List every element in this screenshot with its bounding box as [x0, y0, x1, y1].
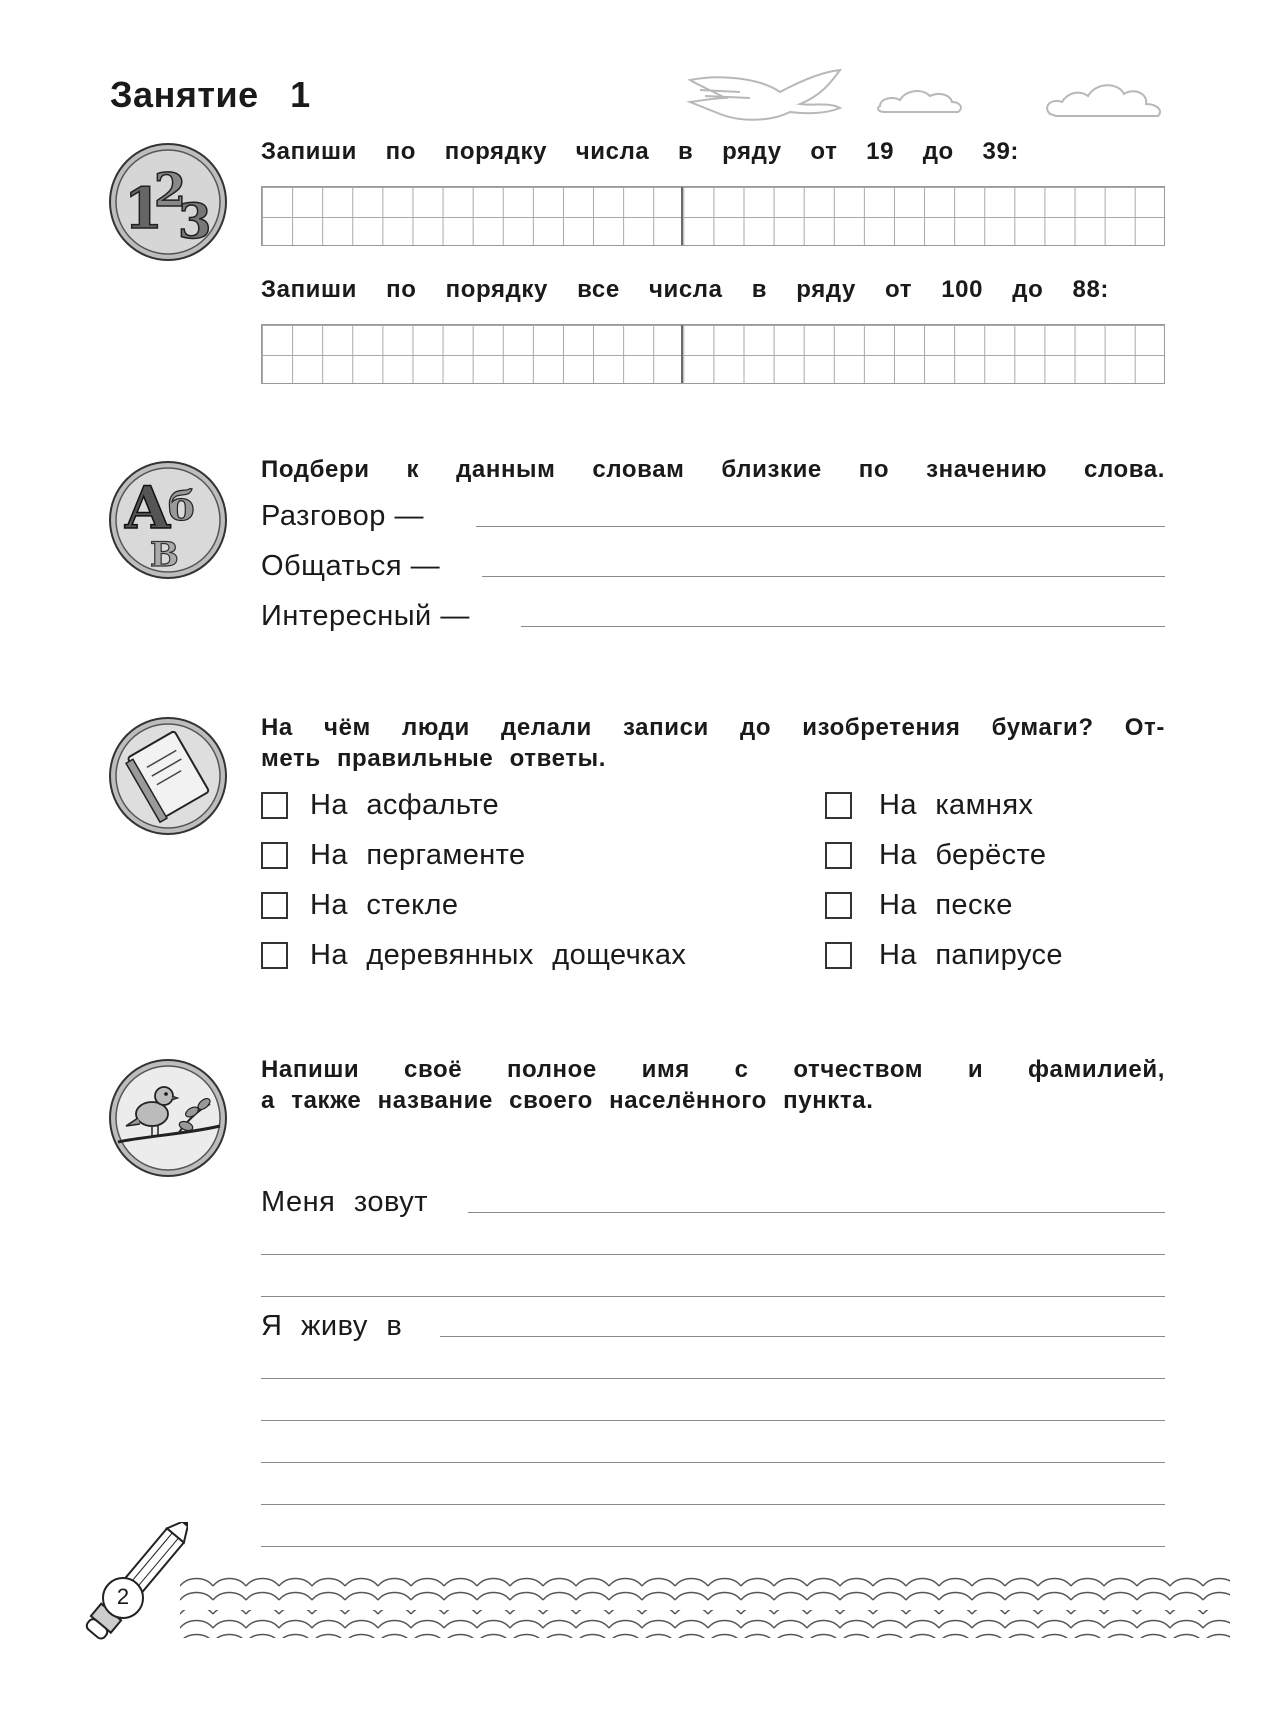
page-number: 2 — [116, 1584, 130, 1609]
numbers-123-icon — [106, 140, 230, 264]
name-label: Меня зовут — [261, 1186, 429, 1218]
task3-prompt-line1: На чём люди делали записи до изобретения бумаги? От- — [261, 714, 1165, 741]
option-asfalt: На асфальте — [310, 789, 499, 821]
name-line[interactable] — [468, 1212, 1165, 1213]
place-line-2[interactable] — [261, 1378, 1165, 1379]
answer-line-razgovor[interactable] — [476, 526, 1165, 527]
svg-text:3: 3 — [178, 194, 212, 250]
option-kamni: На камнях — [879, 789, 1034, 821]
book-icon — [106, 714, 230, 838]
name-line-3[interactable] — [261, 1296, 1165, 1297]
bird-on-branch-icon — [106, 1056, 230, 1180]
letters-abv-icon — [106, 458, 230, 582]
svg-text:А: А — [124, 474, 172, 542]
option-pergament: На пергаменте — [310, 839, 526, 871]
task4-prompt-line1: Напиши своё полное имя с отчеством и фамилией, — [261, 1056, 1165, 1083]
option-papirus: На папирусе — [879, 939, 1063, 971]
svg-text:1: 1 — [124, 176, 163, 242]
answer-line-interesny[interactable] — [521, 626, 1165, 627]
option-pesok: На песке — [879, 889, 1013, 921]
number-grid-b[interactable] — [261, 324, 1165, 384]
option-beresta: На берёсте — [879, 839, 1047, 871]
task3-prompt-line2: меть правильные ответы. — [261, 745, 606, 772]
word-razgovor: Разговор — — [261, 500, 424, 532]
task1-prompt-b: Запиши по порядку все числа в ряду от 100 до 88: — [261, 276, 1109, 303]
checkbox-steklo[interactable] — [261, 892, 288, 919]
decorative-dove-and-clouds — [680, 62, 1200, 132]
lesson-title: Занятие 1 — [110, 74, 311, 115]
place-line-5[interactable] — [261, 1504, 1165, 1505]
word-obshchatsya: Общаться — — [261, 550, 441, 582]
checkbox-asfalt[interactable] — [261, 792, 288, 819]
place-line[interactable] — [440, 1336, 1165, 1337]
checkbox-pergament[interactable] — [261, 842, 288, 869]
option-doshchechki: На деревянных дощечках — [310, 939, 687, 971]
number-grid-a[interactable] — [261, 186, 1165, 246]
decorative-wavy-lines — [180, 1574, 1230, 1654]
place-line-6[interactable] — [261, 1546, 1165, 1547]
place-label: Я живу в — [261, 1310, 403, 1342]
svg-text:2: 2 — [154, 163, 187, 217]
task4-prompt-line2: а также название своего населённого пункта. — [261, 1087, 874, 1114]
checkbox-doshchechki[interactable] — [261, 942, 288, 969]
answer-line-obshchatsya[interactable] — [482, 576, 1165, 577]
word-interesny: Интересный — — [261, 600, 470, 632]
checkbox-kamni[interactable] — [825, 792, 852, 819]
name-line-2[interactable] — [261, 1254, 1165, 1255]
task2-prompt: Подбери к данным словам близкие по значению слова. — [261, 456, 1165, 483]
checkbox-papirus[interactable] — [825, 942, 852, 969]
svg-text:б: б — [168, 483, 195, 530]
option-steklo: На стекле — [310, 889, 459, 921]
checkbox-pesok[interactable] — [825, 892, 852, 919]
place-line-3[interactable] — [261, 1420, 1165, 1421]
checkbox-beresta[interactable] — [825, 842, 852, 869]
place-line-4[interactable] — [261, 1462, 1165, 1463]
task1-prompt-a: Запиши по порядку числа в ряду от 19 до 39: — [261, 138, 1019, 165]
svg-text:В: В — [150, 535, 179, 575]
